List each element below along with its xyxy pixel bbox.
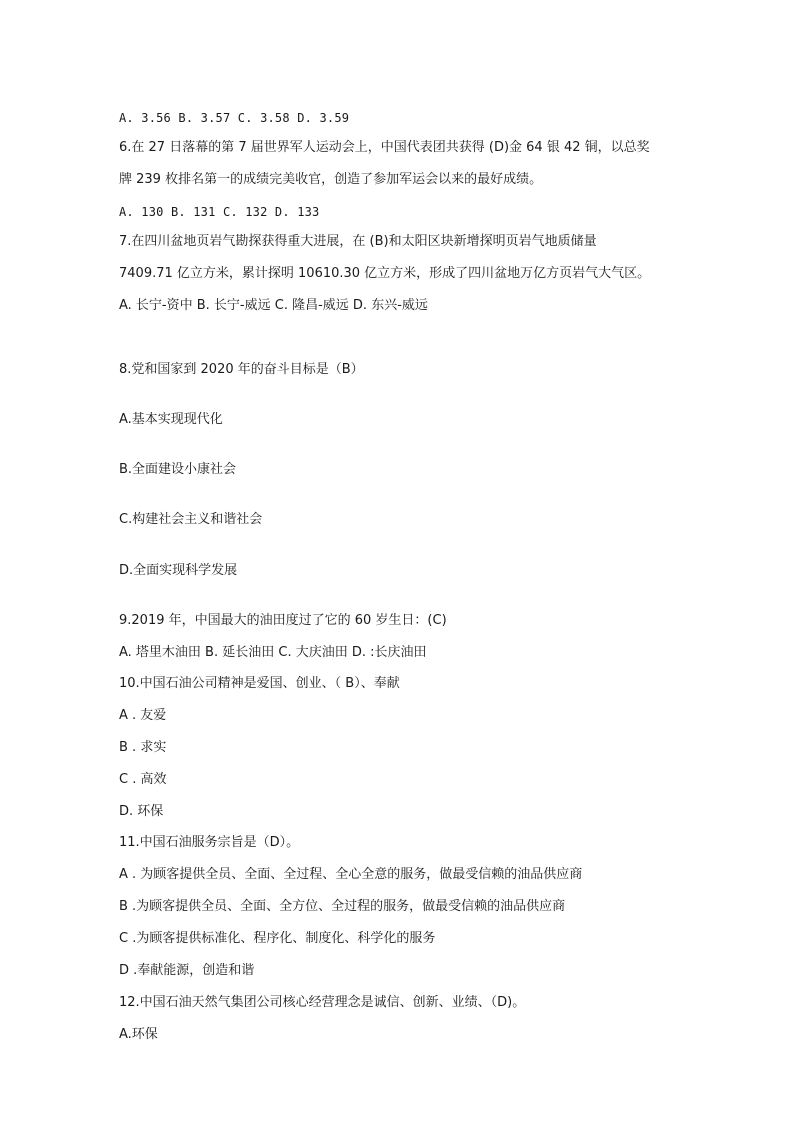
q12-option-a: A.环保 [119,1027,158,1042]
q6-question-line1: 6.在 27 日落幕的第 7 届世界军人运动会上，中国代表团共获得 (D)金 64 银 42 铜，以总奖 [119,140,650,155]
q11-option-b: B .为顾客提供全员、全面、全方位、全过程的服务，做最受信赖的油品供应商 [119,899,566,914]
q11-option-d: D .奉献能源，创造和谐 [119,963,255,978]
q10-option-d: D. 环保 [119,804,164,819]
q11-option-c: C .为顾客提供标准化、程序化、制度化、科学化的服务 [119,931,436,946]
q8-option-b: B.全面建设小康社会 [119,462,237,477]
q10-option-c: C . 高效 [119,772,167,787]
q8-option-c: C.构建社会主义和谐社会 [119,512,263,527]
q7-options: A. 长宁-资中 B. 长宁-威远 C. 隆昌-威远 D. 东兴-威远 [119,298,428,313]
q7-question-line1: 7.在四川盆地页岩气勘探获得重大进展，在 (B)和太阳区块新增探明页岩气地质储量 [119,234,597,249]
q8-option-d: D.全面实现科学发展 [119,563,238,578]
q10-option-b: B . 求实 [119,740,167,755]
q10-question: 10.中国石油公司精神是爱国、创业、（ B）、奉献 [119,676,400,691]
q9-question: 9.2019 年，中国最大的油田度过了它的 60 岁生日：(C) [119,613,447,628]
q11-question: 11.中国石油服务宗旨是（D）。 [119,835,300,850]
q9-options: A. 塔里木油田 B. 延长油田 C. 大庆油田 D. :长庆油田 [119,645,427,660]
q11-option-a: A . 为顾客提供全员、全面、全过程、全心全意的服务，做最受信赖的油品供应商 [119,867,583,882]
q8-question: 8.党和国家到 2020 年的奋斗目标是（B） [119,362,364,377]
q6-question-line2: 牌 239 枚排名第一的成绩完美收官，创造了参加军运会以来的最好成绩。 [119,172,543,187]
q7-question-line2: 7409.71 亿立方米，累计探明 10610.30 亿立方米，形成了四川盆地万亿方页岩气大气区。 [119,266,651,281]
q5-options: A. 3.56 B. 3.57 C. 3.58 D. 3.59 [119,111,350,125]
q6-options: A. 130 B. 131 C. 132 D. 133 [119,205,320,219]
q10-option-a: A . 友爱 [119,708,167,723]
q8-option-a: A.基本实现现代化 [119,412,223,427]
q12-question: 12.中国石油天然气集团公司核心经营理念是诚信、创新、业绩、（D)。 [119,995,526,1010]
